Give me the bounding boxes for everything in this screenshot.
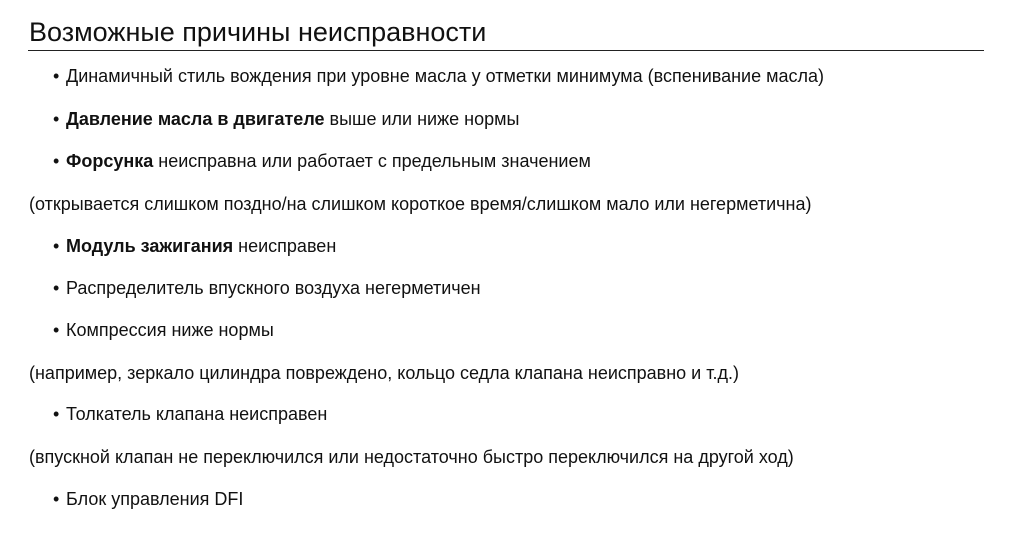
bullet-icon: • [53, 236, 60, 256]
item-text: Компрессия ниже нормы [66, 320, 274, 340]
bullet-icon: • [53, 278, 60, 298]
item-text: неисправна или работает с предельным значением [153, 151, 591, 171]
list-item-oil-pressure [53, 107, 519, 131]
item-bold-text: Давление масла в двигателе [66, 109, 325, 129]
item-text: Динамичный стиль вождения при уровне масла у отметки минимума (вспенивание масла) [66, 66, 825, 86]
list-item-dfi-control-unit [53, 487, 243, 511]
note-valve-details: (впускной клапан не переключился или недостаточно быстро переключился на другой ход) [29, 447, 794, 467]
list-item-compression [53, 318, 274, 342]
item-text: неисправен [233, 236, 337, 256]
bullet-icon: • [53, 109, 60, 129]
list-item-dynamic-driving [53, 64, 824, 88]
item-text: Толкатель клапана неисправен [66, 404, 328, 424]
list-item-injector [53, 149, 591, 173]
item-text: выше или ниже нормы [324, 109, 520, 129]
list-item-valve-tappet [53, 402, 327, 426]
title-underline [28, 50, 984, 51]
item-text: Блок управления DFI [66, 489, 244, 509]
bullet-icon: • [53, 320, 60, 340]
list-item-ignition-module [53, 234, 336, 258]
list-item-intake-distributor [53, 276, 481, 300]
bullet-icon: • [53, 66, 60, 86]
bullet-icon: • [53, 404, 60, 424]
bullet-icon: • [53, 489, 60, 509]
bullet-icon: • [53, 151, 60, 171]
note-injector-details: (открывается слишком поздно/на слишком короткое время/слишком мало или негерметична) [29, 194, 812, 214]
item-bold-text: Модуль зажигания [66, 236, 234, 256]
item-bold-text: Форсунка [66, 151, 154, 171]
slide-title: Возможные причины неисправности [29, 17, 487, 47]
item-text: Распределитель впускного воздуха негерметичен [66, 278, 481, 298]
note-compression-details: (например, зеркало цилиндра повреждено, кольцо седла клапана неисправно и т.д.) [29, 363, 739, 383]
